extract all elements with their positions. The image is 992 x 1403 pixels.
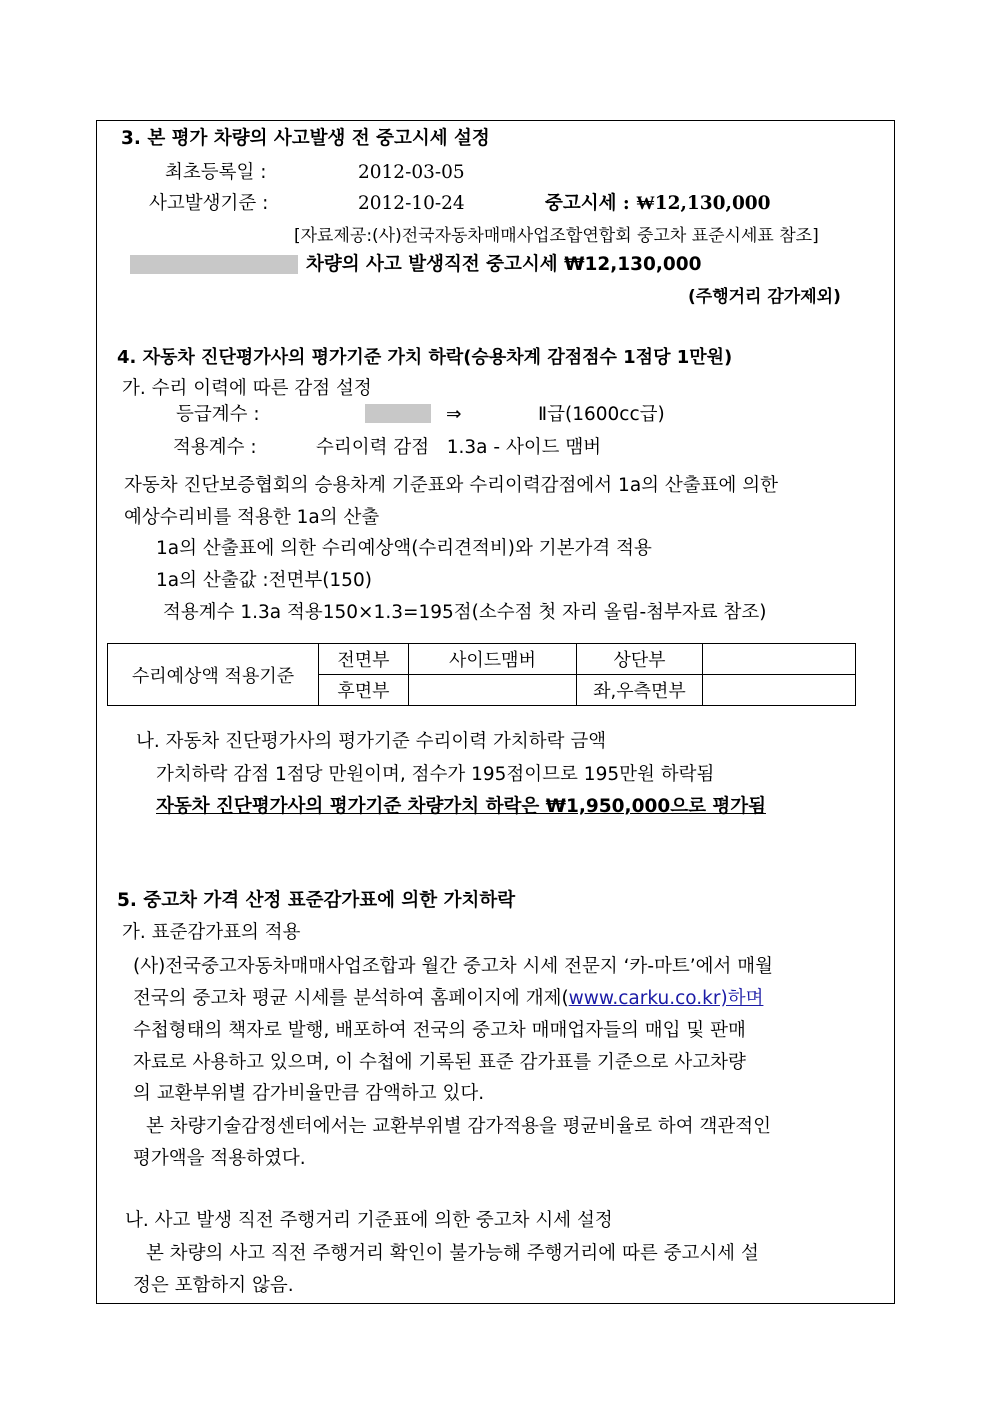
table-cell: 상단부: [577, 644, 703, 675]
paragraph-line: 가치하락 감점 1점당 만원이며, 점수가 195점이므로 195만원 하락됨: [156, 764, 715, 785]
source-note: [자료제공:(사)전국자동차매매사업조합연합회 중고차 표준시세표 참조]: [294, 226, 819, 246]
accident-label: 사고발생기준 :: [149, 193, 269, 214]
section-5a-title: 가. 표준감가표의 적용: [122, 922, 301, 943]
paragraph-line: 1a의 산출표에 의한 수리예상액(수리견적비)와 기본가격 적용: [156, 538, 652, 559]
price-summary: 차량의 사고 발생직전 중고시세 ₩12,130,000: [306, 254, 702, 275]
paragraph-line: 평가액을 적용하였다.: [133, 1148, 306, 1169]
paragraph-line: 자동차 진단보증협회의 승용차계 기준표와 수리이력감점에서 1a의 산출표에 의한: [124, 475, 779, 496]
paragraph-line: 예상수리비를 적용한 1a의 산출: [124, 507, 380, 528]
repair-table: [107, 643, 856, 706]
section-5b-title: 나. 사고 발생 직전 주행거리 기준표에 의한 중고차 시세 설정: [125, 1210, 613, 1231]
section-4b-title: 나. 자동차 진단평가사의 평가기준 수리이력 가치하락 금액: [136, 731, 607, 752]
paragraph-line: 본 차량기술감정센터에서는 교환부위별 감가적용을 평균비율로 하여 객관적인: [146, 1116, 772, 1137]
paragraph-line: 1a의 산출값 :전면부(150): [156, 570, 372, 591]
apply-value: 수리이력 감점 1.3a - 사이드 맴버: [316, 437, 602, 458]
registration-label: 최초등록일 :: [165, 162, 267, 183]
used-price: 중고시세 : ₩12,130,000: [545, 193, 771, 214]
section-4a-title: 가. 수리 이력에 따른 감점 설정: [122, 378, 372, 399]
grade-label: 등급계수 :: [176, 404, 260, 425]
paragraph-line: 정은 포함하지 않음.: [133, 1275, 294, 1296]
paragraph-text: 전국의 중고차 평균 시세를 분석하여 홈페이지에 개제(: [133, 988, 569, 1009]
depreciation-result: 자동차 진단평가사의 평가기준 차량가치 하락은 ₩1,950,000으로 평가됨: [156, 796, 766, 817]
grade-value: Ⅱ급(1600cc급): [538, 404, 665, 425]
redacted-plate: [130, 255, 298, 274]
paragraph-line: 적용계수 1.3a 적용150×1.3=195점(소수점 첫 자리 올림-첨부자료 참조): [163, 602, 767, 623]
table-cell: [703, 644, 856, 675]
registration-date: 2012-03-05: [358, 162, 465, 183]
paragraph-line: 의 교환부위별 감가비율만큼 감액하고 있다.: [133, 1083, 485, 1104]
section-5-title: 5. 중고차 가격 산정 표준감가표에 의한 가치하락: [117, 890, 516, 911]
paragraph-line: 본 차량의 사고 직전 주행거리 확인이 불가능해 주행거리에 따른 중고시세 설: [146, 1243, 759, 1264]
paragraph-line: [133, 988, 763, 1010]
accident-date: 2012-10-24: [358, 193, 465, 214]
mileage-note: (주행거리 감가제외): [688, 287, 841, 307]
section-4-title: 4. 자동차 진단평가사의 평가기준 가치 하락(승용차계 감점점수 1점당 1만원): [117, 347, 733, 368]
grade-arrow: ⇒: [446, 404, 462, 425]
table-cell: 좌,우측면부: [577, 675, 703, 706]
paragraph-line: (사)전국중고자동차매매사업조합과 월간 중고차 시세 전문지 ‘카-마트’에서 매월: [133, 956, 774, 977]
table-row-header: 수리예상액 적용기준: [108, 644, 319, 706]
table-cell: 후면부: [319, 675, 409, 706]
table-cell: 전면부: [319, 644, 409, 675]
table-cell: [409, 675, 577, 706]
paragraph-line: 수첩형태의 책자로 발행, 배포하여 전국의 중고차 매매업자들의 매입 및 판매: [133, 1020, 746, 1041]
section-3-title: 3. 본 평가 차량의 사고발생 전 중고시세 설정: [121, 128, 490, 149]
table-cell: 사이드맴버: [409, 644, 577, 675]
table-cell: [703, 675, 856, 706]
paragraph-line: 자료로 사용하고 있으며, 이 수첩에 기록된 표준 감가표를 기준으로 사고차량: [133, 1052, 746, 1073]
apply-label: 적용계수 :: [173, 437, 257, 458]
website-link[interactable]: www.carku.co.kr)하며: [568, 988, 764, 1009]
redacted-grade: [365, 404, 431, 423]
